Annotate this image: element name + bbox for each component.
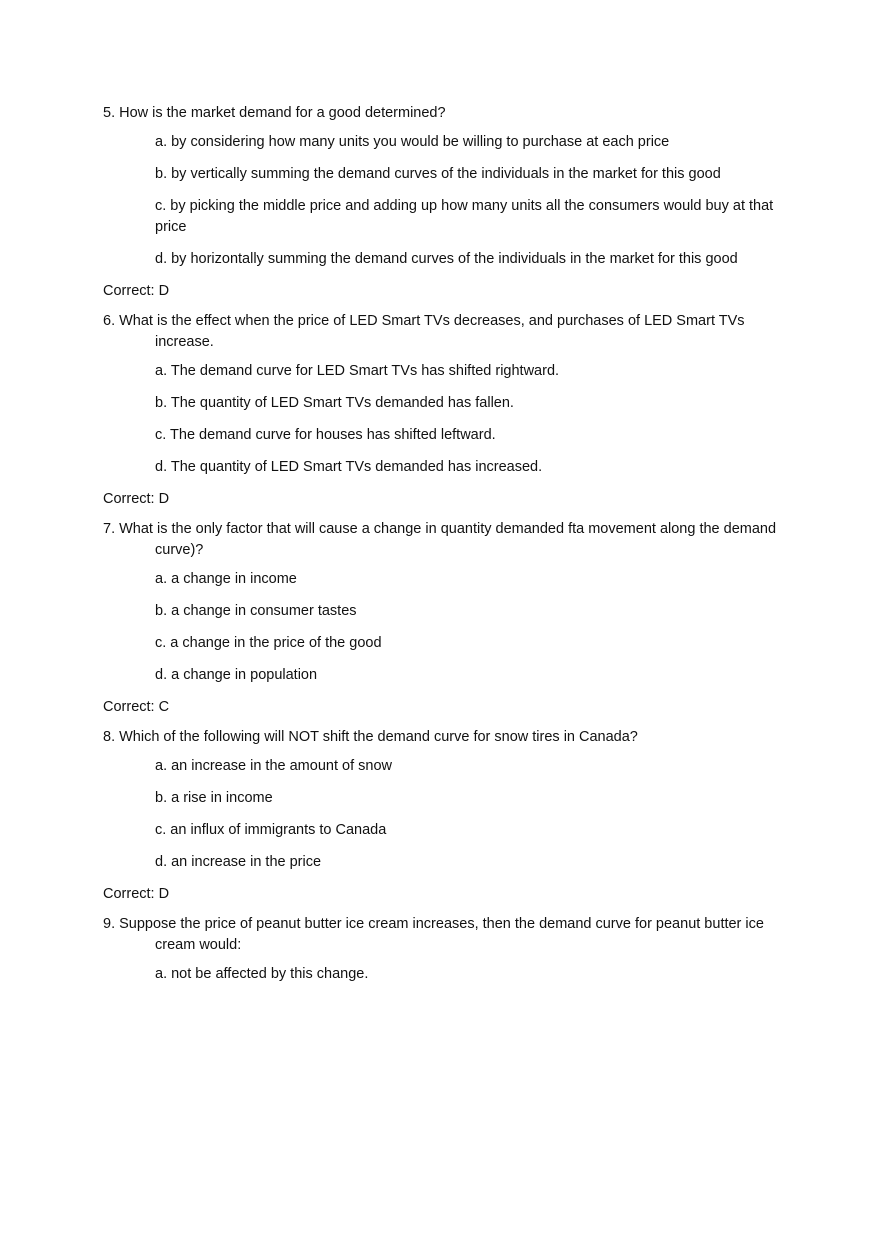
- option-b: b. by vertically summing the demand curves of the individuals in the market for this good: [155, 166, 721, 182]
- option-d: d. The quantity of LED Smart TVs demanded has increased.: [155, 459, 543, 475]
- question-block-8: [103, 727, 780, 905]
- option-list: [103, 132, 780, 270]
- correct-answer: Correct: D: [103, 886, 170, 902]
- option-list: [103, 569, 780, 686]
- option-b: b. a rise in income: [155, 790, 273, 806]
- question-text: 6. What is the effect when the price of LED Smart TVs decreases, and purchases of LED Smart TVs increase.: [103, 313, 745, 350]
- option-b: b. The quantity of LED Smart TVs demanded has fallen.: [155, 395, 514, 411]
- question-block-5: [103, 103, 780, 302]
- option-c: c. by picking the middle price and adding up how many units all the consumers would buy at that price: [155, 198, 774, 235]
- option-d: d. a change in population: [155, 667, 318, 683]
- option-a: a. by considering how many units you would be willing to purchase at each price: [155, 134, 670, 150]
- option-c: c. an influx of immigrants to Canada: [155, 822, 387, 838]
- correct-answer: Correct: C: [103, 699, 170, 715]
- option-list: [103, 964, 780, 985]
- option-a: a. The demand curve for LED Smart TVs has shifted rightward.: [155, 363, 560, 379]
- question-text: 5. How is the market demand for a good determined?: [103, 105, 446, 121]
- correct-answer: Correct: D: [103, 491, 170, 507]
- option-list: [103, 756, 780, 873]
- option-a: a. a change in income: [155, 571, 297, 587]
- question-block-6: [103, 311, 780, 510]
- question-text: 9. Suppose the price of peanut butter ice cream increases, then the demand curve for peanut butter ice cream would:: [103, 916, 764, 953]
- option-d: d. by horizontally summing the demand curves of the individuals in the market for this good: [155, 251, 738, 267]
- question-block-7: [103, 519, 780, 718]
- option-a: a. not be affected by this change.: [155, 966, 369, 982]
- option-c: c. a change in the price of the good: [155, 635, 382, 651]
- option-a: a. an increase in the amount of snow: [155, 758, 392, 774]
- option-d: d. an increase in the price: [155, 854, 322, 870]
- question-text: 7. What is the only factor that will cause a change in quantity demanded fta movement along the demand curve)?: [103, 521, 777, 558]
- question-text: 8. Which of the following will NOT shift the demand curve for snow tires in Canada?: [103, 729, 638, 745]
- option-c: c. The demand curve for houses has shifted leftward.: [155, 427, 496, 443]
- question-block-9: [103, 914, 780, 985]
- option-b: b. a change in consumer tastes: [155, 603, 357, 619]
- option-list: [103, 361, 780, 478]
- correct-answer: Correct: D: [103, 283, 170, 299]
